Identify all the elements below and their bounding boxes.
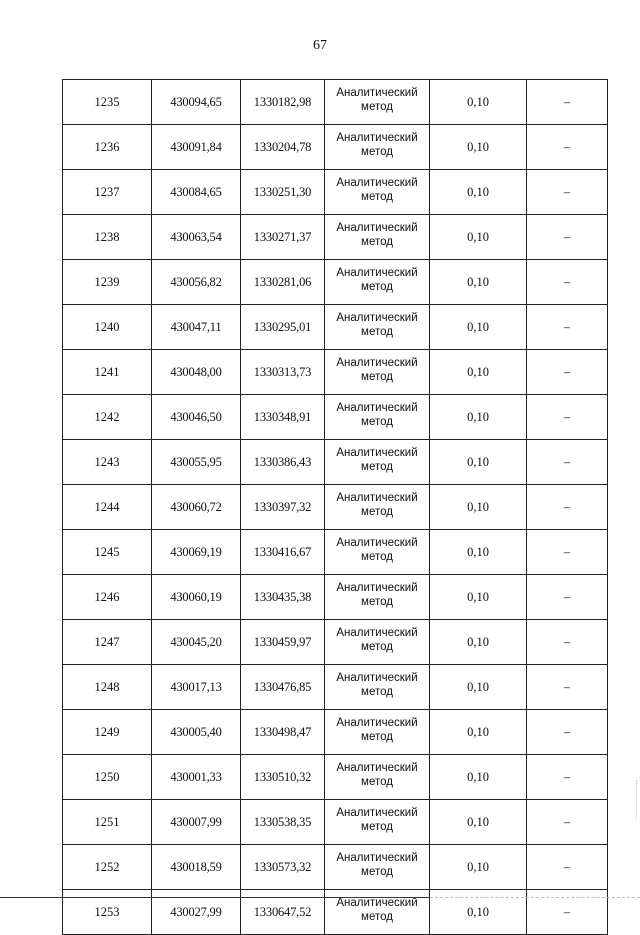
y-coordinate-cell: 1330397,32 [241, 485, 325, 530]
method-line-1: Аналитический [336, 132, 418, 144]
method-line-2: метод [361, 911, 393, 923]
y-coordinate-cell: 1330271,37 [241, 215, 325, 260]
method-line-1: Аналитический [336, 492, 418, 504]
method-cell [325, 170, 430, 215]
point-number-cell: 1246 [63, 575, 152, 620]
method-cell [325, 260, 430, 305]
table-row [63, 485, 608, 530]
table-row [63, 575, 608, 620]
y-coordinate-cell: 1330313,73 [241, 350, 325, 395]
method-line-1: Аналитический [336, 897, 418, 909]
note-cell: – [527, 350, 608, 395]
table-row [63, 710, 608, 755]
x-coordinate-cell: 430084,65 [152, 170, 241, 215]
method-cell [325, 530, 430, 575]
y-coordinate-cell: 1330281,06 [241, 260, 325, 305]
accuracy-cell: 0,10 [430, 80, 527, 125]
note-cell: – [527, 890, 608, 935]
method-line-1: Аналитический [336, 582, 418, 594]
table-row [63, 665, 608, 710]
method-line-1: Аналитический [336, 537, 418, 549]
table-row [63, 800, 608, 845]
method-line-1: Аналитический [336, 402, 418, 414]
method-line-1: Аналитический [336, 852, 418, 864]
y-coordinate-cell: 1330573,32 [241, 845, 325, 890]
page-number: 67 [313, 38, 327, 53]
method-line-2: метод [361, 461, 393, 473]
x-coordinate-cell: 430055,95 [152, 440, 241, 485]
accuracy-cell: 0,10 [430, 395, 527, 440]
y-coordinate-cell: 1330251,30 [241, 170, 325, 215]
y-coordinate-cell: 1330498,47 [241, 710, 325, 755]
y-coordinate-cell: 1330435,38 [241, 575, 325, 620]
table-row [63, 440, 608, 485]
method-cell [325, 575, 430, 620]
method-cell [325, 80, 430, 125]
method-line-1: Аналитический [336, 357, 418, 369]
accuracy-cell: 0,10 [430, 350, 527, 395]
coordinates-table-body [63, 80, 608, 935]
point-number-cell: 1242 [63, 395, 152, 440]
accuracy-cell: 0,10 [430, 125, 527, 170]
y-coordinate-cell: 1330647,52 [241, 890, 325, 935]
method-cell [325, 440, 430, 485]
x-coordinate-cell: 430056,82 [152, 260, 241, 305]
method-line-2: метод [361, 191, 393, 203]
note-cell: – [527, 485, 608, 530]
method-line-2: метод [361, 281, 393, 293]
table-row [63, 395, 608, 440]
y-coordinate-cell: 1330538,35 [241, 800, 325, 845]
method-line-1: Аналитический [336, 87, 418, 99]
point-number-cell: 1252 [63, 845, 152, 890]
point-number-cell: 1248 [63, 665, 152, 710]
accuracy-cell: 0,10 [430, 755, 527, 800]
method-line-2: метод [361, 326, 393, 338]
note-cell: – [527, 395, 608, 440]
method-cell [325, 215, 430, 260]
method-line-2: метод [361, 776, 393, 788]
accuracy-cell: 0,10 [430, 260, 527, 305]
method-line-2: метод [361, 101, 393, 113]
point-number-cell: 1245 [63, 530, 152, 575]
point-number-cell: 1249 [63, 710, 152, 755]
method-line-1: Аналитический [336, 717, 418, 729]
method-line-1: Аналитический [336, 312, 418, 324]
method-line-2: метод [361, 686, 393, 698]
accuracy-cell: 0,10 [430, 575, 527, 620]
method-cell [325, 755, 430, 800]
y-coordinate-cell: 1330348,91 [241, 395, 325, 440]
method-cell [325, 665, 430, 710]
table-row [63, 125, 608, 170]
method-cell [325, 710, 430, 755]
method-line-1: Аналитический [336, 447, 418, 459]
accuracy-cell: 0,10 [430, 710, 527, 755]
x-coordinate-cell: 430048,00 [152, 350, 241, 395]
accuracy-cell: 0,10 [430, 890, 527, 935]
method-cell [325, 485, 430, 530]
y-coordinate-cell: 1330459,97 [241, 620, 325, 665]
point-number-cell: 1253 [63, 890, 152, 935]
y-coordinate-cell: 1330476,85 [241, 665, 325, 710]
method-line-2: метод [361, 236, 393, 248]
note-cell: – [527, 800, 608, 845]
method-line-1: Аналитический [336, 177, 418, 189]
method-line-2: метод [361, 866, 393, 878]
method-cell [325, 350, 430, 395]
table-row [63, 530, 608, 575]
x-coordinate-cell: 430046,50 [152, 395, 241, 440]
point-number-cell: 1236 [63, 125, 152, 170]
method-line-2: метод [361, 551, 393, 563]
x-coordinate-cell: 430018,59 [152, 845, 241, 890]
accuracy-cell: 0,10 [430, 215, 527, 260]
note-cell: – [527, 260, 608, 305]
x-coordinate-cell: 430007,99 [152, 800, 241, 845]
note-cell: – [527, 215, 608, 260]
accuracy-cell: 0,10 [430, 665, 527, 710]
scan-edge-line-faint [430, 897, 640, 898]
method-cell [325, 125, 430, 170]
method-line-2: метод [361, 416, 393, 428]
y-coordinate-cell: 1330204,78 [241, 125, 325, 170]
x-coordinate-cell: 430001,33 [152, 755, 241, 800]
note-cell: – [527, 665, 608, 710]
note-cell: – [527, 845, 608, 890]
method-cell [325, 620, 430, 665]
point-number-cell: 1251 [63, 800, 152, 845]
y-coordinate-cell: 1330386,43 [241, 440, 325, 485]
y-coordinate-cell: 1330182,98 [241, 80, 325, 125]
accuracy-cell: 0,10 [430, 170, 527, 215]
y-coordinate-cell: 1330295,01 [241, 305, 325, 350]
x-coordinate-cell: 430045,20 [152, 620, 241, 665]
note-cell: – [527, 440, 608, 485]
table-row [63, 845, 608, 890]
note-cell: – [527, 305, 608, 350]
method-line-2: метод [361, 821, 393, 833]
x-coordinate-cell: 430063,54 [152, 215, 241, 260]
note-cell: – [527, 575, 608, 620]
note-cell: – [527, 710, 608, 755]
point-number-cell: 1237 [63, 170, 152, 215]
method-line-1: Аналитический [336, 672, 418, 684]
method-line-1: Аналитический [336, 762, 418, 774]
point-number-cell: 1240 [63, 305, 152, 350]
x-coordinate-cell: 430094,65 [152, 80, 241, 125]
x-coordinate-cell: 430017,13 [152, 665, 241, 710]
point-number-cell: 1235 [63, 80, 152, 125]
method-line-1: Аналитический [336, 627, 418, 639]
method-cell [325, 845, 430, 890]
point-number-cell: 1247 [63, 620, 152, 665]
x-coordinate-cell: 430060,72 [152, 485, 241, 530]
x-coordinate-cell: 430027,99 [152, 890, 241, 935]
y-coordinate-cell: 1330416,67 [241, 530, 325, 575]
accuracy-cell: 0,10 [430, 530, 527, 575]
table-row [63, 350, 608, 395]
accuracy-cell: 0,10 [430, 800, 527, 845]
point-number-cell: 1238 [63, 215, 152, 260]
method-line-1: Аналитический [336, 807, 418, 819]
method-line-2: метод [361, 641, 393, 653]
method-line-2: метод [361, 731, 393, 743]
note-cell: – [527, 170, 608, 215]
x-coordinate-cell: 430005,40 [152, 710, 241, 755]
accuracy-cell: 0,10 [430, 485, 527, 530]
table-row [63, 260, 608, 305]
table-row [63, 620, 608, 665]
point-number-cell: 1241 [63, 350, 152, 395]
method-line-2: метод [361, 371, 393, 383]
accuracy-cell: 0,10 [430, 845, 527, 890]
method-line-2: метод [361, 506, 393, 518]
point-number-cell: 1244 [63, 485, 152, 530]
method-cell [325, 305, 430, 350]
x-coordinate-cell: 430060,19 [152, 575, 241, 620]
x-coordinate-cell: 430069,19 [152, 530, 241, 575]
scan-margin-mark [636, 780, 638, 820]
table-row [63, 215, 608, 260]
note-cell: – [527, 80, 608, 125]
accuracy-cell: 0,10 [430, 620, 527, 665]
note-cell: – [527, 530, 608, 575]
table-row [63, 80, 608, 125]
method-cell [325, 800, 430, 845]
method-line-2: метод [361, 146, 393, 158]
method-line-2: метод [361, 596, 393, 608]
y-coordinate-cell: 1330510,32 [241, 755, 325, 800]
table-row [63, 305, 608, 350]
method-line-1: Аналитический [336, 222, 418, 234]
accuracy-cell: 0,10 [430, 440, 527, 485]
table-row [63, 755, 608, 800]
accuracy-cell: 0,10 [430, 305, 527, 350]
x-coordinate-cell: 430091,84 [152, 125, 241, 170]
coordinates-table [62, 79, 608, 935]
method-line-1: Аналитический [336, 267, 418, 279]
x-coordinate-cell: 430047,11 [152, 305, 241, 350]
point-number-cell: 1239 [63, 260, 152, 305]
note-cell: – [527, 620, 608, 665]
note-cell: – [527, 125, 608, 170]
scan-edge-line [0, 897, 430, 898]
point-number-cell: 1243 [63, 440, 152, 485]
method-cell [325, 395, 430, 440]
point-number-cell: 1250 [63, 755, 152, 800]
table-row [63, 170, 608, 215]
note-cell: – [527, 755, 608, 800]
